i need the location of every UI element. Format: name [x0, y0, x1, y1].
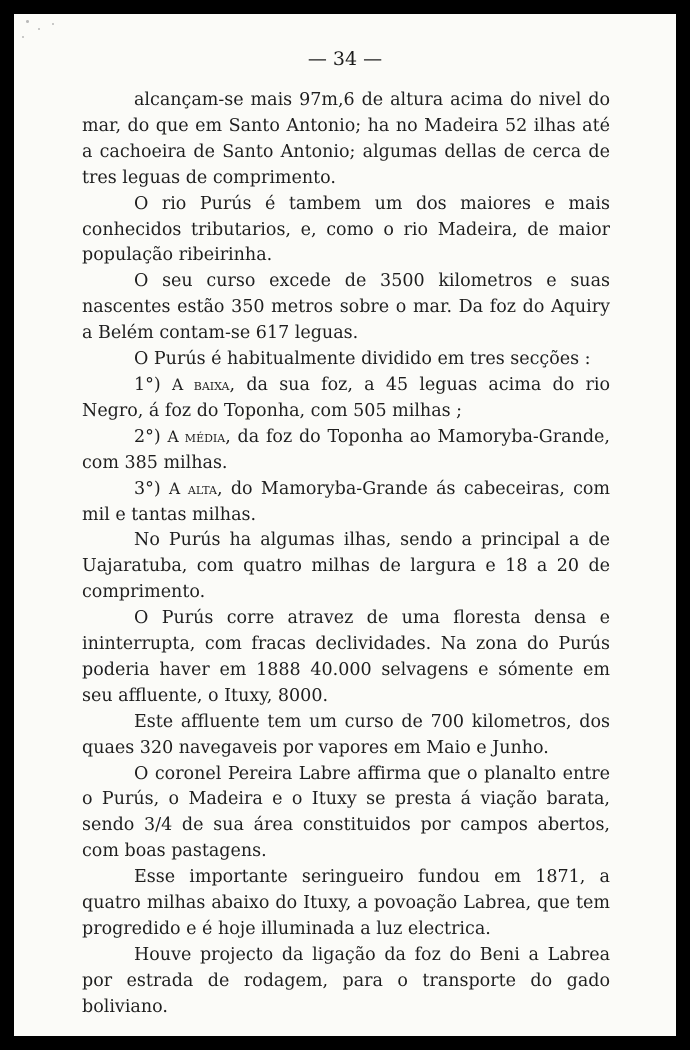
section-item	[82, 373, 610, 425]
paragraph: No Purús ha algumas ilhas, sendo a principal a de Uajaratuba, com quatro milhas de largura e 18 a 20 de comprimento.	[82, 530, 610, 603]
page-number: — 34 —	[307, 48, 383, 70]
paragraph: Esse importante seringueiro fundou em 1871, a quatro milhas abaixo do Ituxy, a povoação Labrea, que tem progredido e é hoje illuminada a luz electrica.	[82, 867, 610, 939]
paper-speck	[26, 20, 29, 23]
section-description: , do Mamoryba-Grande ás cabeceiras, com mil e tantas milhas.	[82, 478, 611, 525]
paragraph: O Purús é habitualmente dividido em tres secções :	[134, 349, 591, 370]
paragraph: alcançam-se mais 97m,6 de altura acima do nivel do mar, do que em Santo Antonio; ha no Madeira 52 ilhas até a cachoeira de Santo Antonio; algumas dellas de cerca de tres leguas de comprimento.	[82, 90, 610, 188]
paragraph: O seu curso excede de 3500 kilometros e suas nascentes estão 350 metros sobre o mar. Da foz do Aquiry a Belém contam-se 617 leguas.	[82, 271, 610, 344]
section-number: 2°)	[134, 426, 168, 447]
section-label: A alta	[169, 479, 217, 498]
paragraph: O rio Purús é tambem um dos maiores e mais conhecidos tributarios, e, como o rio Madeira, de maior população ribeirinha.	[82, 193, 610, 266]
section-description: , da foz do Toponha ao Mamoryba-Grande, com 385 milhas.	[82, 426, 610, 473]
body-text	[82, 88, 610, 1021]
section-item	[82, 425, 610, 477]
section-number: 1°)	[134, 374, 172, 395]
paragraph: O coronel Pereira Labre affirma que o planalto entre o Purús, o Madeira e o Ituxy se presta á viação barata, sendo 3/4 de sua área constituidos por campos abertos, com boas pastagens.	[82, 763, 610, 862]
paragraph: Este affluente tem um curso de 700 kilometros, dos quaes 320 navegaveis por vapores em Maio e Junho.	[82, 711, 610, 758]
paragraph: O Purús corre atravez de uma floresta densa e ininterrupta, com fracas declividades. Na zona do Purús poderia haver em 1888 40.000 selvagens e sómente em seu affluente, o Ituxy, 8000.	[82, 608, 610, 706]
section-label: A média	[167, 427, 226, 446]
paper-speck	[22, 36, 24, 38]
paragraph: Houve projecto da ligação da foz do Beni a Labrea por estrada de rodagem, para o transporte do gado boliviano.	[82, 944, 610, 1017]
section-description: , da sua foz, a 45 leguas acima do rio Negro, á foz do Toponha, com 505 milhas ;	[82, 374, 610, 421]
paper-speck	[52, 23, 54, 25]
section-label: A baixa	[171, 375, 230, 394]
section-number: 3°)	[134, 478, 170, 499]
section-item	[82, 477, 610, 529]
document-page	[14, 14, 676, 1036]
paper-speck	[38, 28, 40, 30]
